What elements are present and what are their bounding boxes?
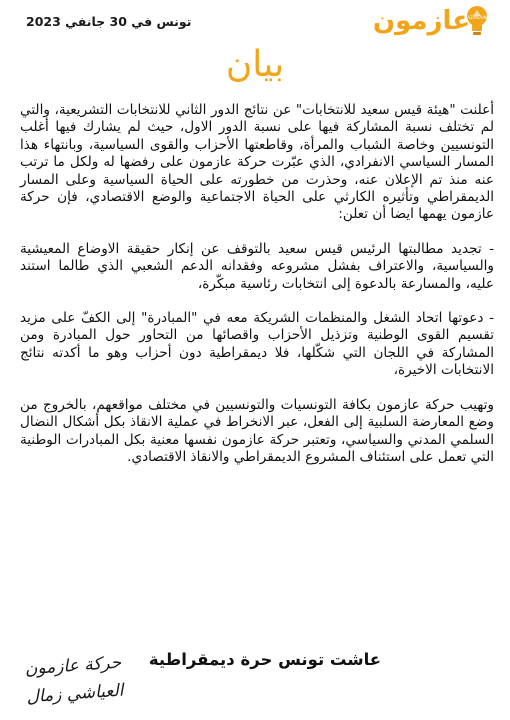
- document-title: بيان: [225, 44, 285, 85]
- logo-sub: AZIMOUN: [467, 15, 487, 20]
- demand-paragraph-1: - تجديد مطالبتها الرئيس قيس سعيد بالتوقف عن إنكار حقيقة الاوضاع المعيشية والسياسية، والاعتراف بفشل مشروعه وفقدانه الدعم الشعبي الذي طالما استند عليه، والمسارعة بالدعوة إلى انتخابات رئاسية مبكّرة،: [20, 240, 494, 292]
- party-logo: [352, 4, 492, 44]
- statement-body: [20, 102, 494, 466]
- closing-slogan: عاشت تونس حرة ديمقراطية: [148, 650, 382, 669]
- statement-date: تونس في 30 جانفي 2023: [26, 14, 192, 29]
- appeal-paragraph: وتهيب حركة عازمون بكافة التونسيات والتونسيين في مختلف مواقعهم، بالخروج من وضع المعارضة السلبية إلى الفعل، عبر الانخراط في عملية الانقاذ بكل أشكال النضال السلمي المدني والسياسي، وتعتبر حركة عازمون نفسها معنية بكل المبادرات الوطنية التي تعمل على استئناف المشروع الديمقراطي والانقاذ الاقتصادي.: [20, 396, 494, 465]
- demand-paragraph-2: - دعوتها اتحاد الشغل والمنظمات الشريكة معه في "المبادرة" إلى الكفّ على مزيد تقسيم القوى الوطنية وتزذيل الأحزاب واقصائها من التحاور حول المبادرة ومن المشاركة في اللجان التي شكّلها، فلا ديمقراطية دون أحزاب وهو ما أكدته نتائج الانتخابات الاخيرة،: [20, 310, 494, 379]
- signature-movement: حركة عازمون: [24, 652, 122, 680]
- signature: [18, 648, 130, 711]
- logo-text: عازمون: [372, 6, 470, 36]
- signature-name: العياشي زمال: [25, 680, 125, 708]
- intro-paragraph: أعلنت "هيئة قيس سعيد للانتخابات" عن نتائج الدور الثاني للانتخابات التشريعية، والتي لم تختلف نسبة المشاركة فيها على نسبة الدور الاول، حيث لم يشارك فيها أغلب التونسيين وخاصة الشباب والمرأة، وقاطعتها الأحزاب والقوى السياسية، وبانتهاء هذا المسار السياسي الانفرادي، الذي عبّرت حركة عازمون على رفضها له ولكل ما ترتب عنه منذ تم الإعلان عنه، وحذرت من خطورته على الحياة السياسية وعلى المسار الديمقراطي وتأثيره الكارثي على الحياة الاجتماعية والوضع الاقتصادي، فإن حركة عازمون يهمها ايضا أن تعلن:: [20, 102, 494, 223]
